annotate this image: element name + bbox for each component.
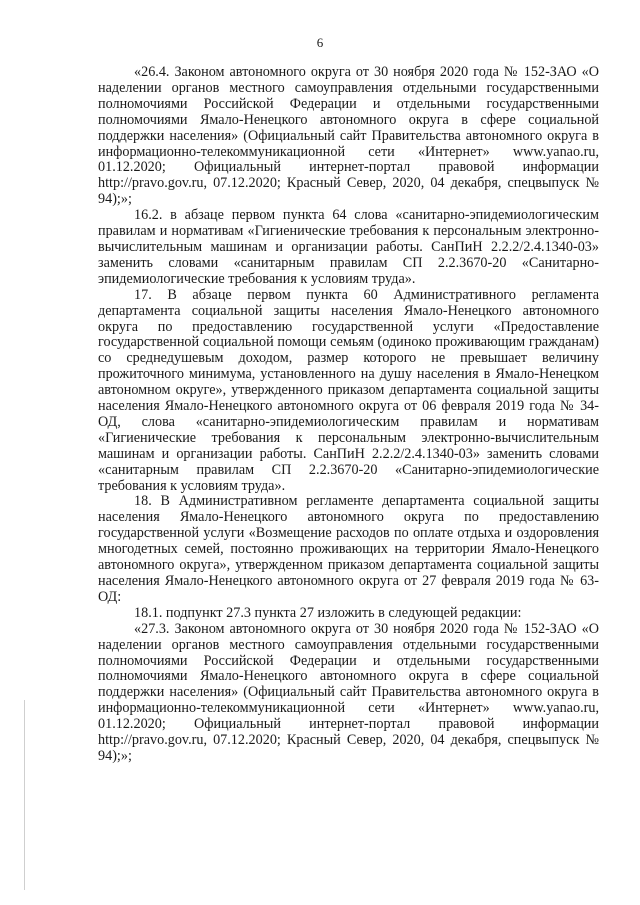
scan-edge-mark [24,700,25,890]
paragraph-17: 17. В абзаце первом пункта 60 Административного регламента департамента социальной защиты населения Ямало-Ненецкого автономного округа по предоставлению государственной услуги «Предоставление государственной социальной помощи семьям (одиноко проживающим гражданам) со среднедушевым доходом, размер которого не превышает величину прожиточного минимума, установленного на душу населения в Ямало-Ненецком автономном округе», утвержденного приказом департамента социальной защиты населения Ямало-Ненецкого автономного округа от 06 февраля 2019 года № 34-ОД, слова «санитарно-эпидемиологическим правилам и нормативам «Гигиенические требования к персональным электронно-вычислительным машинам и организации работы. СанПиН 2.2.2/2.4.1340-03» заменить словами «санитарным правилам СП 2.2.3670-20 «Санитарно-эпидемиологические требования к условиям труда». [98,286,599,494]
paragraph-16-2: 16.2. в абзаце первом пункта 64 слова «санитарно-эпидемиологическим правилам и нормативам «Гигиенические требования к персональным электронно-вычислительным машинам и организации работы. СанПиН 2.2.2/2.4.1340-03» заменить словами «санитарным правилам СП 2.2.3670-20 «Санитарно-эпидемиологические требования к условиям труда». [98,207,599,287]
document-body [98,65,599,765]
paragraph-26-4: «26.4. Законом автономного округа от 30 ноября 2020 года № 152-ЗАО «О наделении органов местного самоуправления отдельными государственными полномочиями Российской Федерации и отдельными государственными полномочиями Ямало-Ненецкого автономного округа в сфере социальной поддержки населения» (Официальный сайт Правительства автономного округа в информационно-телекоммуникационной сети «Интернет» www.yanao.ru, 01.12.2020; Официальный интернет-портал правовой информации http://pravo.gov.ru, 07.12.2020; Красный Север, 2020, 04 декабря, спецвыпуск № 94);»; [98,64,599,208]
page-number: 6 [316,35,324,50]
paragraph-18: 18. В Административном регламенте департамента социальной защиты населения Ямало-Ненецкого автономного округа по предоставлению государственной услуги «Возмещение расходов по оплате отдыха и оздоровления многодетных семей, постоянно проживающих на территории Ямало-Ненецкого автономного округа», утвержденном приказом департамента социальной защиты населения Ямало-Ненецкого автономного округа от 27 февраля 2019 года № 63-ОД: [98,493,599,605]
paragraph-18-1: 18.1. подпункт 27.3 пункта 27 изложить в следующей редакции: [134,604,522,621]
paragraph-27-3: «27.3. Законом автономного округа от 30 ноября 2020 года № 152-ЗАО «О наделении органов местного самоуправления отдельными государственными полномочиями Российской Федерации и отдельными государственными полномочиями Ямало-Ненецкого автономного округа в сфере социальной поддержки населения» (Официальный сайт Правительства автономного округа в информационно-телекоммуникационной сети «Интернет» www.yanao.ru, 01.12.2020; Официальный интернет-портал правовой информации http://pravo.gov.ru, 07.12.2020; Красный Север, 2020, 04 декабря, спецвыпуск № 94);»; [98,620,599,764]
